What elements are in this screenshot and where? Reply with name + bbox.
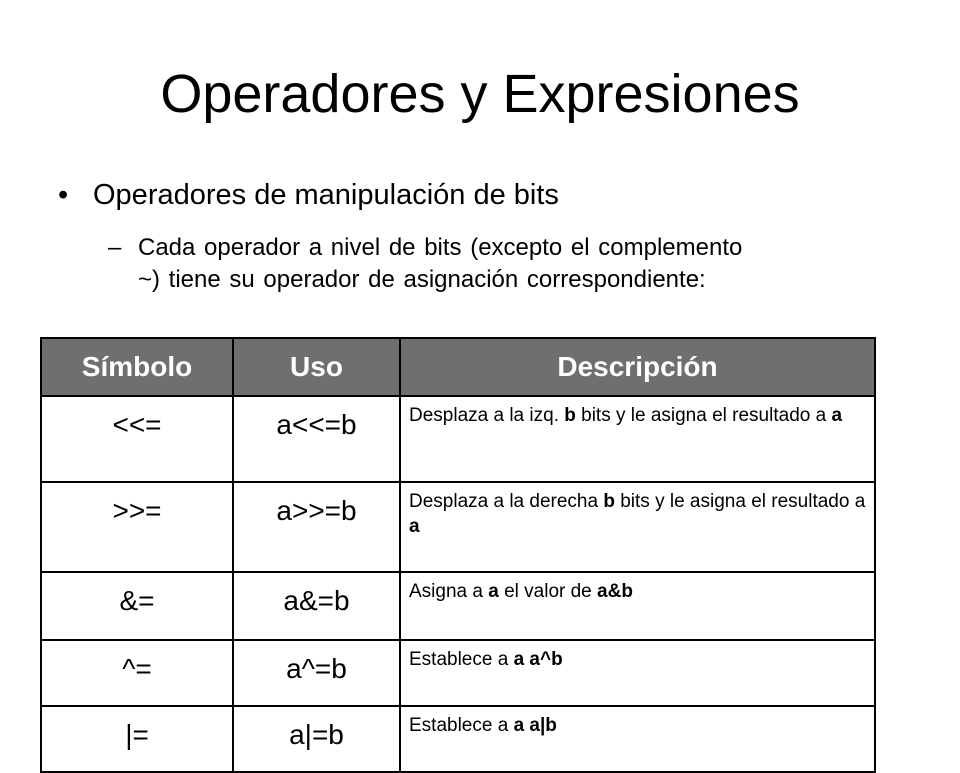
header-symbol: Símbolo bbox=[41, 338, 233, 396]
sub-bullet-item bbox=[108, 232, 928, 296]
usage-cell: a|=b bbox=[233, 706, 400, 772]
description-cell bbox=[400, 706, 875, 772]
description-text: Desplaza a la izq. bbox=[409, 405, 565, 426]
bullet-item bbox=[58, 176, 559, 214]
table-row bbox=[41, 482, 875, 572]
usage-cell: a&=b bbox=[233, 572, 400, 640]
usage-cell: a>>=b bbox=[233, 482, 400, 572]
description-text: bits y le asigna el resultado a bbox=[575, 405, 832, 426]
description-text: Establece a bbox=[409, 649, 514, 670]
table-row bbox=[41, 396, 875, 482]
description-emphasis: a bbox=[409, 516, 420, 537]
header-description: Descripción bbox=[400, 338, 875, 396]
operators-table bbox=[40, 337, 876, 773]
description-emphasis: a bbox=[831, 405, 843, 426]
sub-bullet-line-2: ~) tiene su operador de asignación correspondiente: bbox=[138, 266, 706, 293]
symbol-cell: |= bbox=[41, 706, 233, 772]
table-row bbox=[41, 640, 875, 706]
description-cell bbox=[400, 640, 875, 706]
usage-cell: a<<=b bbox=[233, 396, 400, 482]
description-cell bbox=[400, 396, 875, 482]
header-usage: Uso bbox=[233, 338, 400, 396]
sub-bullet-line-1: Cada operador a nivel de bits (excepto el complemento bbox=[138, 234, 743, 261]
bullet-marker: • bbox=[58, 179, 69, 211]
description-text: Asigna a bbox=[409, 581, 489, 602]
slide-title: Operadores y Expresiones bbox=[160, 64, 800, 124]
description-text: Desplaza a la derecha bbox=[409, 491, 604, 512]
description-text: el valor de bbox=[498, 581, 598, 602]
symbol-cell: &= bbox=[41, 572, 233, 640]
description-text: bits y le asigna el resultado a bbox=[614, 491, 866, 512]
description-emphasis: a a|b bbox=[513, 715, 557, 736]
description-emphasis: a&b bbox=[597, 581, 633, 602]
description-cell bbox=[400, 482, 875, 572]
usage-cell: a^=b bbox=[233, 640, 400, 706]
description-emphasis: b bbox=[603, 491, 615, 512]
table-row bbox=[41, 706, 875, 772]
symbol-cell: <<= bbox=[41, 396, 233, 482]
description-emphasis: b bbox=[564, 405, 576, 426]
table-header-row bbox=[41, 338, 875, 396]
symbol-cell: >>= bbox=[41, 482, 233, 572]
symbol-cell: ^= bbox=[41, 640, 233, 706]
bullet-text: Operadores de manipulación de bits bbox=[93, 179, 559, 211]
description-cell bbox=[400, 572, 875, 640]
sub-bullet-marker: – bbox=[108, 234, 122, 261]
description-emphasis: a a^b bbox=[513, 649, 563, 670]
description-emphasis: a bbox=[488, 581, 499, 602]
description-text: Establece a bbox=[409, 715, 514, 736]
table-row bbox=[41, 572, 875, 640]
